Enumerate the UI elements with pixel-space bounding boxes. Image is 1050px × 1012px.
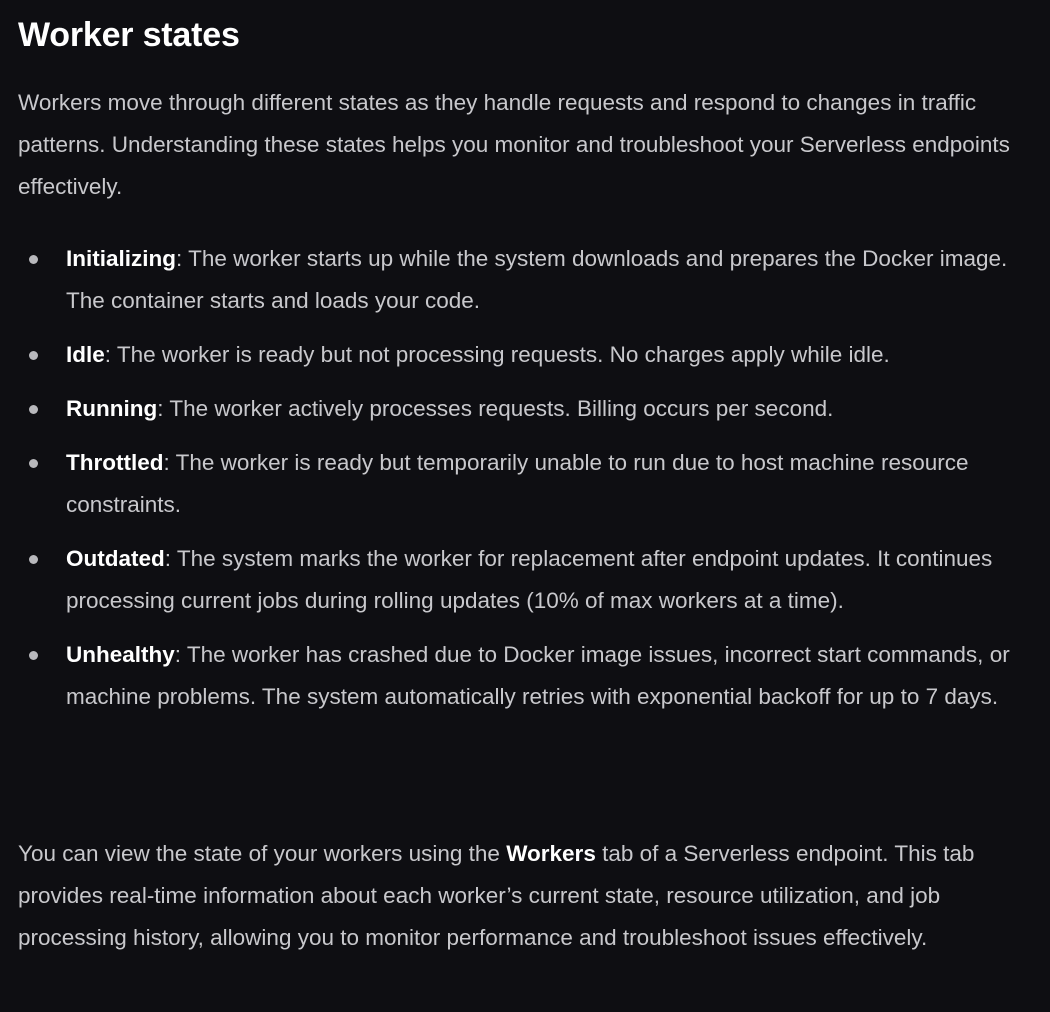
state-term: Initializing — [66, 246, 176, 271]
bullet-icon — [29, 651, 38, 660]
state-term: Running — [66, 396, 158, 421]
state-description: : The system marks the worker for replacement after endpoint updates. It continues processing current jobs during rolling updates (10% of max workers at a time). — [66, 546, 993, 613]
outro-text-after: tab of a Serverless endpoint. This tab provides real-time information about each worker’s current state, resource utilization, and job processing history, allowing you to monitor performance and troubleshoot issues effectively. — [18, 841, 975, 950]
state-term: Outdated — [66, 546, 165, 571]
list-item — [18, 238, 1030, 322]
list-item — [18, 538, 1030, 622]
state-description: : The worker is ready but temporarily unable to run due to host machine resource constraints. — [66, 450, 969, 517]
worker-states-list — [18, 238, 1030, 730]
bullet-icon — [29, 405, 38, 414]
workers-tab-reference: Workers — [506, 841, 596, 866]
bullet-icon — [29, 555, 38, 564]
list-item — [18, 334, 1030, 376]
bullet-icon — [29, 351, 38, 360]
outro-text-before: You can view the state of your workers using the — [18, 841, 507, 866]
intro-paragraph: Workers move through different states as they handle requests and respond to changes in traffic patterns. Understanding these states helps you monitor and troubleshoot your Serverless endpoints effectively. — [18, 90, 1010, 199]
state-description: : The worker actively processes requests. Billing occurs per second. — [157, 396, 834, 421]
list-item — [18, 634, 1030, 718]
outro-paragraph — [18, 833, 1028, 959]
list-item — [18, 388, 1030, 430]
state-term: Idle — [66, 342, 105, 367]
section-heading: Worker states — [18, 16, 240, 54]
state-description: : The worker is ready but not processing requests. No charges apply while idle. — [104, 342, 890, 367]
state-description: : The worker has crashed due to Docker image issues, incorrect start commands, or machine problems. The system automatically retries with exponential backoff for up to 7 days. — [66, 642, 1010, 709]
bullet-icon — [29, 255, 38, 264]
state-term: Unhealthy — [66, 642, 175, 667]
bullet-icon — [29, 459, 38, 468]
state-term: Throttled — [66, 450, 164, 475]
state-description: : The worker starts up while the system downloads and prepares the Docker image. The container starts and loads your code. — [66, 246, 1008, 313]
list-item — [18, 442, 1030, 526]
